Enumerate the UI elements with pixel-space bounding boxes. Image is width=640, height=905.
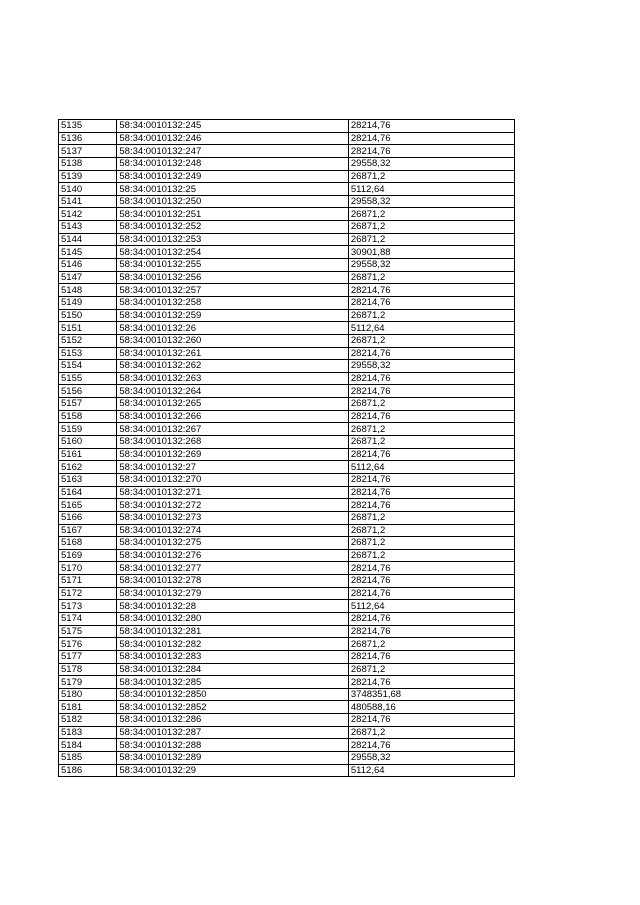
table-row	[59, 739, 515, 752]
value-cell: 26871,2	[348, 398, 514, 411]
row-number-cell: 5149	[59, 296, 117, 309]
value-cell: 28214,76	[348, 347, 514, 360]
table-row	[59, 499, 515, 512]
cadastral-number-cell: 58:34:0010132:271	[117, 486, 349, 499]
table-row	[59, 714, 515, 727]
table-row	[59, 309, 515, 322]
table-row	[59, 259, 515, 272]
row-number-cell: 5162	[59, 461, 117, 474]
table-row	[59, 562, 515, 575]
cadastral-number-cell: 58:34:0010132:27	[117, 461, 349, 474]
value-cell: 28214,76	[348, 650, 514, 663]
row-number-cell: 5155	[59, 372, 117, 385]
table-row	[59, 436, 515, 449]
table-row	[59, 612, 515, 625]
table-row	[59, 246, 515, 259]
row-number-cell: 5174	[59, 612, 117, 625]
table-row	[59, 296, 515, 309]
cadastral-number-cell: 58:34:0010132:264	[117, 385, 349, 398]
table-row	[59, 208, 515, 221]
table-row	[59, 650, 515, 663]
row-number-cell: 5138	[59, 157, 117, 170]
value-cell: 26871,2	[348, 537, 514, 550]
table-row	[59, 132, 515, 145]
cadastral-number-cell: 58:34:0010132:2852	[117, 701, 349, 714]
cadastral-number-cell: 58:34:0010132:277	[117, 562, 349, 575]
table-row	[59, 701, 515, 714]
value-cell: 28214,76	[348, 625, 514, 638]
cadastral-number-cell: 58:34:0010132:258	[117, 296, 349, 309]
cadastral-number-cell: 58:34:0010132:252	[117, 221, 349, 234]
table-row	[59, 524, 515, 537]
row-number-cell: 5150	[59, 309, 117, 322]
value-cell: 28214,76	[348, 486, 514, 499]
row-number-cell: 5182	[59, 714, 117, 727]
row-number-cell: 5185	[59, 752, 117, 765]
value-cell: 3748351,68	[348, 688, 514, 701]
table-row	[59, 600, 515, 613]
cadastral-number-cell: 58:34:0010132:256	[117, 271, 349, 284]
row-number-cell: 5147	[59, 271, 117, 284]
row-number-cell: 5163	[59, 473, 117, 486]
table-row	[59, 271, 515, 284]
table-row	[59, 322, 515, 335]
table-row	[59, 688, 515, 701]
table-row	[59, 157, 515, 170]
cadastral-number-cell: 58:34:0010132:262	[117, 360, 349, 373]
cadastral-number-cell: 58:34:0010132:272	[117, 499, 349, 512]
row-number-cell: 5183	[59, 726, 117, 739]
value-cell: 28214,76	[348, 473, 514, 486]
table-row	[59, 752, 515, 765]
table-row	[59, 145, 515, 158]
table-row	[59, 638, 515, 651]
table-row	[59, 170, 515, 183]
table-row	[59, 625, 515, 638]
cadastral-number-cell: 58:34:0010132:28	[117, 600, 349, 613]
value-cell: 5112,64	[348, 600, 514, 613]
table-row	[59, 764, 515, 777]
cadastral-number-cell: 58:34:0010132:265	[117, 398, 349, 411]
row-number-cell: 5179	[59, 676, 117, 689]
value-cell: 28214,76	[348, 145, 514, 158]
cadastral-number-cell: 58:34:0010132:285	[117, 676, 349, 689]
value-cell: 29558,32	[348, 195, 514, 208]
row-number-cell: 5156	[59, 385, 117, 398]
cadastral-number-cell: 58:34:0010132:250	[117, 195, 349, 208]
value-cell: 5112,64	[348, 183, 514, 196]
cadastral-number-cell: 58:34:0010132:276	[117, 549, 349, 562]
table-row	[59, 284, 515, 297]
row-number-cell: 5139	[59, 170, 117, 183]
cadastral-number-cell: 58:34:0010132:279	[117, 587, 349, 600]
row-number-cell: 5181	[59, 701, 117, 714]
value-cell: 5112,64	[348, 322, 514, 335]
table-row	[59, 473, 515, 486]
row-number-cell: 5176	[59, 638, 117, 651]
value-cell: 26871,2	[348, 233, 514, 246]
cadastral-number-cell: 58:34:0010132:255	[117, 259, 349, 272]
cadastral-number-cell: 58:34:0010132:275	[117, 537, 349, 550]
row-number-cell: 5143	[59, 221, 117, 234]
value-cell: 28214,76	[348, 132, 514, 145]
cadastral-number-cell: 58:34:0010132:274	[117, 524, 349, 537]
value-cell: 28214,76	[348, 284, 514, 297]
table-row	[59, 663, 515, 676]
table-row	[59, 195, 515, 208]
cadastral-number-cell: 58:34:0010132:257	[117, 284, 349, 297]
table-row	[59, 448, 515, 461]
cadastral-number-cell: 58:34:0010132:278	[117, 575, 349, 588]
cadastral-number-cell: 58:34:0010132:245	[117, 120, 349, 133]
cadastral-number-cell: 58:34:0010132:289	[117, 752, 349, 765]
value-cell: 28214,76	[348, 587, 514, 600]
row-number-cell: 5140	[59, 183, 117, 196]
row-number-cell: 5136	[59, 132, 117, 145]
value-cell: 28214,76	[348, 385, 514, 398]
value-cell: 29558,32	[348, 360, 514, 373]
table-row	[59, 221, 515, 234]
table-row	[59, 347, 515, 360]
row-number-cell: 5159	[59, 423, 117, 436]
row-number-cell: 5145	[59, 246, 117, 259]
value-cell: 28214,76	[348, 448, 514, 461]
value-cell: 26871,2	[348, 170, 514, 183]
table-row	[59, 423, 515, 436]
value-cell: 29558,32	[348, 259, 514, 272]
cadastral-number-cell: 58:34:0010132:254	[117, 246, 349, 259]
value-cell: 26871,2	[348, 549, 514, 562]
row-number-cell: 5178	[59, 663, 117, 676]
value-cell: 29558,32	[348, 752, 514, 765]
cadastral-number-cell: 58:34:0010132:267	[117, 423, 349, 436]
cadastral-number-cell: 58:34:0010132:286	[117, 714, 349, 727]
table-row	[59, 587, 515, 600]
row-number-cell: 5144	[59, 233, 117, 246]
row-number-cell: 5141	[59, 195, 117, 208]
row-number-cell: 5175	[59, 625, 117, 638]
cadastral-number-cell: 58:34:0010132:26	[117, 322, 349, 335]
cadastral-number-cell: 58:34:0010132:266	[117, 410, 349, 423]
value-cell: 28214,76	[348, 714, 514, 727]
value-cell: 26871,2	[348, 663, 514, 676]
value-cell: 5112,64	[348, 764, 514, 777]
row-number-cell: 5184	[59, 739, 117, 752]
table-row	[59, 511, 515, 524]
cadastral-number-cell: 58:34:0010132:246	[117, 132, 349, 145]
value-cell: 26871,2	[348, 208, 514, 221]
cadastral-number-cell: 58:34:0010132:2850	[117, 688, 349, 701]
cadastral-number-cell: 58:34:0010132:247	[117, 145, 349, 158]
value-cell: 26871,2	[348, 726, 514, 739]
value-cell: 26871,2	[348, 221, 514, 234]
cadastral-number-cell: 58:34:0010132:269	[117, 448, 349, 461]
cadastral-number-cell: 58:34:0010132:253	[117, 233, 349, 246]
table-row	[59, 360, 515, 373]
value-cell: 28214,76	[348, 575, 514, 588]
row-number-cell: 5165	[59, 499, 117, 512]
cadastral-number-cell: 58:34:0010132:273	[117, 511, 349, 524]
table-row	[59, 726, 515, 739]
value-cell: 28214,76	[348, 739, 514, 752]
row-number-cell: 5146	[59, 259, 117, 272]
value-cell: 28214,76	[348, 612, 514, 625]
cadastral-number-cell: 58:34:0010132:248	[117, 157, 349, 170]
row-number-cell: 5186	[59, 764, 117, 777]
row-number-cell: 5142	[59, 208, 117, 221]
row-number-cell: 5152	[59, 334, 117, 347]
table-body	[59, 120, 515, 777]
cadastral-number-cell: 58:34:0010132:288	[117, 739, 349, 752]
value-cell: 28214,76	[348, 410, 514, 423]
value-cell: 26871,2	[348, 309, 514, 322]
value-cell: 30901,88	[348, 246, 514, 259]
value-cell: 28214,76	[348, 120, 514, 133]
table-row	[59, 233, 515, 246]
value-cell: 26871,2	[348, 271, 514, 284]
cadastral-number-cell: 58:34:0010132:25	[117, 183, 349, 196]
value-cell: 26871,2	[348, 638, 514, 651]
table-row	[59, 334, 515, 347]
cadastral-number-cell: 58:34:0010132:283	[117, 650, 349, 663]
table-row	[59, 549, 515, 562]
value-cell: 28214,76	[348, 372, 514, 385]
cadastral-number-cell: 58:34:0010132:251	[117, 208, 349, 221]
cadastral-number-cell: 58:34:0010132:270	[117, 473, 349, 486]
table-row	[59, 372, 515, 385]
table-row	[59, 676, 515, 689]
row-number-cell: 5148	[59, 284, 117, 297]
table-row	[59, 461, 515, 474]
table-row	[59, 120, 515, 133]
cadastral-number-cell: 58:34:0010132:263	[117, 372, 349, 385]
value-cell: 29558,32	[348, 157, 514, 170]
table-row	[59, 183, 515, 196]
row-number-cell: 5157	[59, 398, 117, 411]
cadastral-number-cell: 58:34:0010132:280	[117, 612, 349, 625]
value-cell: 26871,2	[348, 423, 514, 436]
table-row	[59, 410, 515, 423]
table-row	[59, 486, 515, 499]
row-number-cell: 5168	[59, 537, 117, 550]
row-number-cell: 5158	[59, 410, 117, 423]
table-row	[59, 398, 515, 411]
table-row	[59, 575, 515, 588]
cadastral-number-cell: 58:34:0010132:249	[117, 170, 349, 183]
row-number-cell: 5171	[59, 575, 117, 588]
cadastral-number-cell: 58:34:0010132:282	[117, 638, 349, 651]
row-number-cell: 5173	[59, 600, 117, 613]
row-number-cell: 5153	[59, 347, 117, 360]
value-cell: 26871,2	[348, 436, 514, 449]
value-cell: 480588,16	[348, 701, 514, 714]
value-cell: 5112,64	[348, 461, 514, 474]
cadastral-number-cell: 58:34:0010132:259	[117, 309, 349, 322]
row-number-cell: 5164	[59, 486, 117, 499]
row-number-cell: 5160	[59, 436, 117, 449]
row-number-cell: 5169	[59, 549, 117, 562]
value-cell: 28214,76	[348, 296, 514, 309]
value-cell: 28214,76	[348, 499, 514, 512]
value-cell: 28214,76	[348, 562, 514, 575]
value-cell: 26871,2	[348, 511, 514, 524]
cadastral-number-cell: 58:34:0010132:261	[117, 347, 349, 360]
row-number-cell: 5170	[59, 562, 117, 575]
table-row	[59, 385, 515, 398]
row-number-cell: 5161	[59, 448, 117, 461]
value-cell: 28214,76	[348, 676, 514, 689]
row-number-cell: 5166	[59, 511, 117, 524]
cadastral-number-cell: 58:34:0010132:281	[117, 625, 349, 638]
row-number-cell: 5172	[59, 587, 117, 600]
cadastral-number-cell: 58:34:0010132:268	[117, 436, 349, 449]
row-number-cell: 5151	[59, 322, 117, 335]
cadastral-number-cell: 58:34:0010132:29	[117, 764, 349, 777]
row-number-cell: 5180	[59, 688, 117, 701]
cadastral-number-cell: 58:34:0010132:260	[117, 334, 349, 347]
row-number-cell: 5154	[59, 360, 117, 373]
table-row	[59, 537, 515, 550]
value-cell: 26871,2	[348, 334, 514, 347]
cadastral-number-cell: 58:34:0010132:284	[117, 663, 349, 676]
row-number-cell: 5167	[59, 524, 117, 537]
row-number-cell: 5137	[59, 145, 117, 158]
cadastral-value-table	[58, 119, 515, 777]
row-number-cell: 5177	[59, 650, 117, 663]
value-cell: 26871,2	[348, 524, 514, 537]
row-number-cell: 5135	[59, 120, 117, 133]
cadastral-number-cell: 58:34:0010132:287	[117, 726, 349, 739]
